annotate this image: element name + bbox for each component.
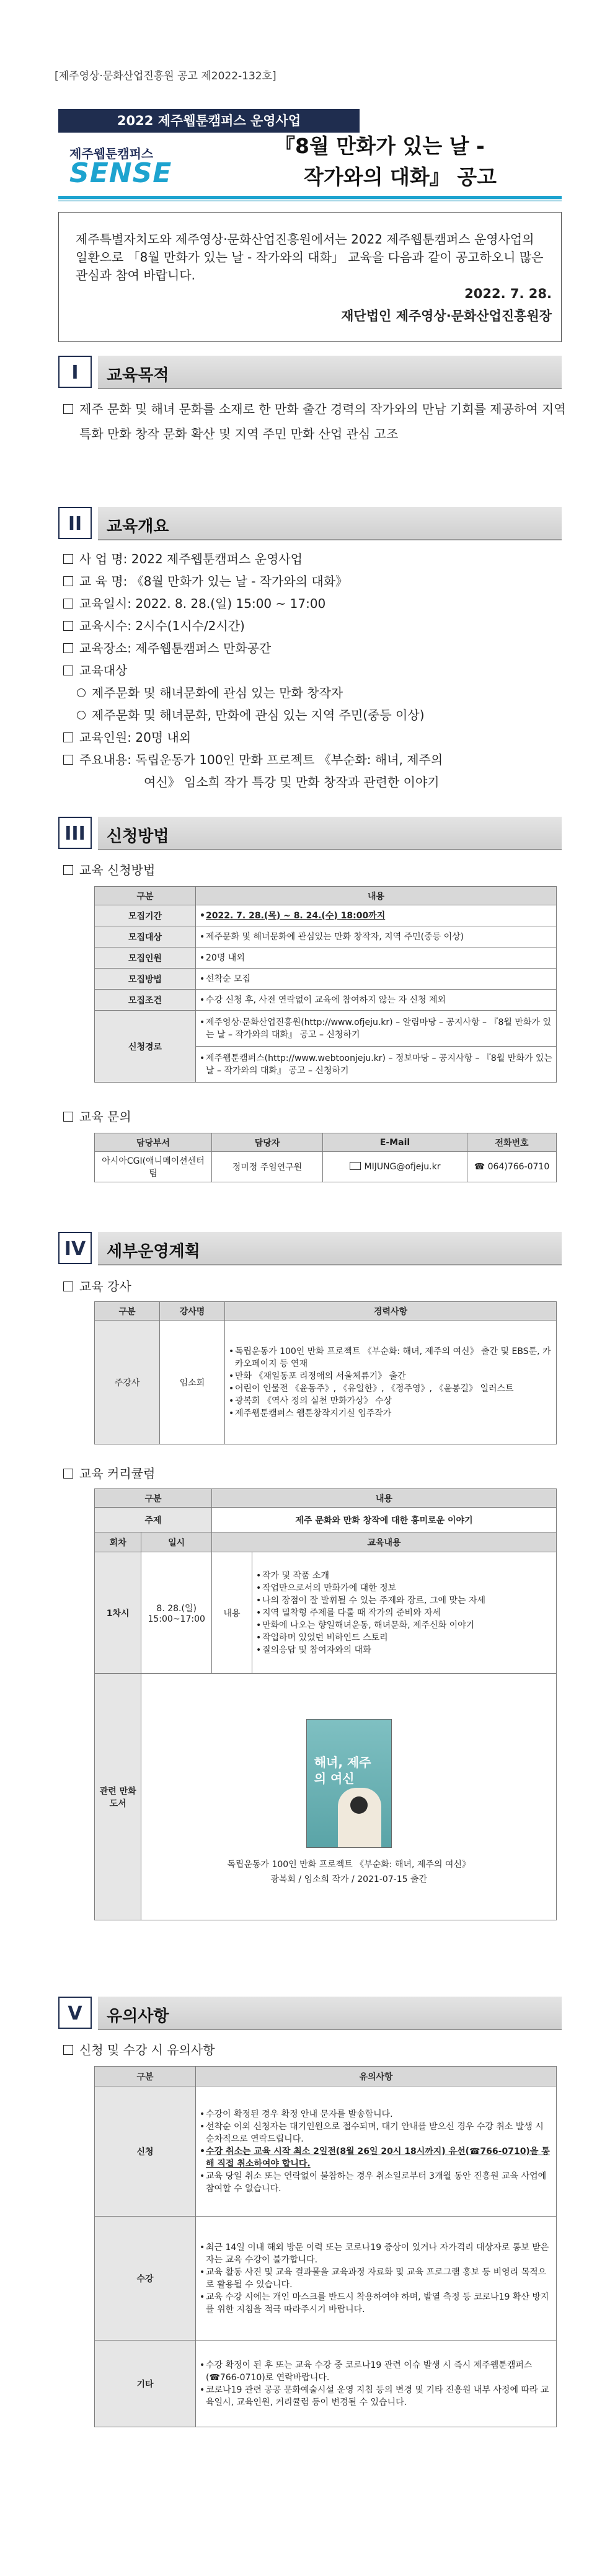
page-title-line2: 작가와의 대화』 공고 — [304, 165, 497, 189]
contact-table: 담당부서 담당자 E-Mail 전화번호 아시아CGI(애니메이션센터팀 정미정 주임연구원 MIJUNG@ofjeju.kr ☎ 064)766-0710 — [94, 1133, 557, 1182]
section-number: III — [58, 817, 92, 849]
application-table: 구분 내용 모집기간 • 2022. 7. 28.(목) ~ 8. 24.(수) 18:00까지 모집대상 • 제주문화 및 해녀문화에 관심있는 만화 창작자, 지역 주민(중등 이상) 모집인원 • 20명 내외 모집방법 • 선착순 모집 모집조건 • 수강 신청 후, 사전 연락없이 교육에 참여하지 않는 자 신청 제외 신청경로 • 제주영상·문화산업진흥원(http://www.ofjeju.kr) – 알림마당 – 공지사항 – 『8월 만화가 있는 날 – 작가와의 대화』 공고 – 신청하기 • 제주웹툰캠퍼스(http://www.webtoonjeju.kr) – 정보마당 – 공지사항 – 『8월 만화가 있는 날 – 작가와의 대화』 공고 – 신청하기 — [94, 886, 557, 1083]
section-title: 신청방법 — [107, 827, 169, 846]
curriculum-table: 구분 내용 주제 제주 문화와 만화 창작에 대한 흥미로운 이야기 회차 일시 교육내용 1차시 8. 28.(일) 15:00~17:00 내용 • 작가 및 작품 소개 • 작업만으로서의 만화가에 대한 정보 • 나의 장점이 잘 발휘될 수 있는 주제와 장르, 그에 맞는 자세 • 지역 밀착형 주제를 다룰 때 작가의 준비와 자세 • 만화에 나오는 향일해녀운동, 해녀문화, 제주신화 이야기 • 작업하며 있었던 비하인드 스토리 • 질의응답 및 참여자와의 대화 관련 만화 도서 해녀, 제주의 여신 독립운동가 100인 만화 프로젝트 《부순화: 해녀, 제주의 여신》 광복회 / 임소희 작가 / 2021-07-15 출간 — [94, 1488, 557, 1920]
subheading: 신청 및 수강 시 유의사항 — [63, 2040, 215, 2058]
section-number: II — [58, 507, 92, 539]
section-number: IV — [58, 1232, 92, 1264]
sense-logo: SENSE — [69, 157, 172, 189]
overview-item: 교육시수: 2시수(1시수/2시간) — [63, 616, 245, 634]
curriculum-theme: 제주 문화와 만화 창작에 대한 흥미로운 이야기 — [212, 1508, 557, 1532]
overview-item: 교육인원: 20명 내외 — [63, 728, 191, 745]
purpose-text: 제주 문화 및 해녀 문화를 소재로 한 만화 출간 경력의 작가와의 만남 기회를 제공하여 지역 특화 만화 창작 문화 확산 및 지역 주민 만화 산업 관심 고조 — [63, 397, 575, 446]
page-title-line1: 『8월 만화가 있는 날 - — [275, 134, 485, 158]
overview-item: 교육장소: 제주웹툰캠퍼스 만화공간 — [63, 638, 271, 656]
section-number: V — [58, 1997, 92, 2029]
overview-item: 교 육 명: 《8월 만화가 있는 날 - 작가와의 대화》 — [63, 571, 348, 589]
book-publish-info: 광복회 / 임소희 작가 / 2021-07-15 출간 — [270, 1874, 428, 1884]
phone-icon: ☎ — [474, 1162, 488, 1172]
section-header-1 — [58, 356, 562, 389]
period-value: 2022. 7. 28.(목) ~ 8. 24.(수) 18:00까지 — [206, 910, 386, 921]
section-title: 유의사항 — [107, 2007, 169, 2026]
instructor-table: 구분 강사명 경력사항 주강사 임소희 • 독립운동가 100인 만화 프로젝트 《부순화: 해녀, 제주의 여신》 출간 및 EBS툰, 카카오페이지 등 연재 • 만화 《재일동포 리정애의 서울체류기》 출간 • 어린이 인물전 《윤동주》, 《유일한》, 《정주영》, 《윤봉길》 일러스트 • 광복회 《역사 정의 실천 만화가상》 수상 • 제주웹툰캠퍼스 웹툰창작지기실 입주작가 — [94, 1301, 557, 1444]
section-title: 교육목적 — [107, 366, 169, 385]
book-cover-image — [306, 1719, 392, 1848]
target-item: 제주문화 및 해녀문화, 만화에 관심 있는 지역 주민(중등 이상) — [77, 705, 425, 723]
notes-table: 구분 유의사항 신청 • 수강이 확정된 경우 확정 안내 문자를 발송합니다. • 선착순 이외 신청자는 대기인원으로 접수되며, 대기 안내를 받으신 경우 수강 취소 발생 시 순차적으로 연락드립니다. • 수강 취소는 교육 시작 최소 2일전(8월 26일 20시 18시까지) 유선(☎766-0710)을 통해 직접 취소하여야 합니다. • 교육 당일 취소 또는 연락없이 불참하는 경우 취소일로부터 3개월 동안 진흥원 교육 사업에 참여할 수 없습니다. 수강 • 최근 14일 이내 해외 방문 이력 또는 코로나19 증상이 있거나 자가격리 대상자로 통보 받은 자는 교육 수강이 불가합니다. • 교육 활동 사진 및 교육 결과물을 교육과정 자료화 및 교육 프로그램 홍보 등 비영리 목적으로 활용될 수 있습니다. • 교육 수강 시에는 개인 마스크를 반드시 착용하여야 하며, 발열 측정 등 코로나19 확산 방지를 위한 지침을 적극 따라주시기 바랍니다. 기타 • 수강 확정이 된 후 또는 교육 수강 중 코로나19 관련 이슈 발생 시 즉시 제주웹툰캠퍼스(☎766-0710)로 연락바랍니다. • 코로나19 관련 공공 문화예술시설 운영 지침 등의 변경 및 기타 진흥원 내부 사정에 따라 교육일시, 교육인원, 커리큘럼 등이 변경될 수 있습니다. — [94, 2066, 557, 2427]
mail-icon — [350, 1162, 361, 1170]
contact-phone: 064)766-0710 — [487, 1162, 550, 1172]
book-cover-title: 해녀, 제주의 여신 — [314, 1754, 371, 1786]
section-header-4 — [58, 1232, 562, 1265]
subheading: 교육 문의 — [63, 1107, 131, 1125]
subheading: 교육 신청방법 — [63, 860, 155, 878]
project-bar: 2022 제주웹툰캠퍼스 운영사업 — [58, 109, 360, 133]
book-caption: 독립운동가 100인 만화 프로젝트 《부순화: 해녀, 제주의 여신》 — [227, 1859, 471, 1870]
route-link-1[interactable]: • 제주영상·문화산업진흥원(http://www.ofjeju.kr) – 알림마당 – 공지사항 – 『8월 만화가 있는 날 – 작가와의 대화』 공고 – 신청하기 — [200, 1016, 552, 1041]
section-title: 교육개요 — [107, 517, 169, 536]
document-number: [제주영상·문화산업진흥원 공고 제2022-132호] — [55, 70, 277, 82]
intro-text: 제주특별자치도와 제주영상·문화산업진흥원에서는 2022 제주웹툰캠퍼스 운영사업의 일환으로 「8월 만화가 있는 날 - 작가와의 대화」 교육을 다음과 같이 공고하오니 많은 관심과 참여 바랍니다. — [76, 232, 544, 283]
overview-item: 주요내용: 독립운동가 100인 만화 프로젝트 《부순화: 해녀, 제주의 — [63, 750, 443, 768]
title-divider-light — [58, 200, 562, 201]
title-divider — [58, 196, 562, 199]
overview-item-cont: 여신》 임소희 작가 특강 및 만화 창작과 관련한 이야기 — [144, 775, 440, 789]
subheading: 교육 커리큘럼 — [63, 1464, 155, 1482]
section-header-5 — [58, 1997, 562, 2030]
route-link-2[interactable]: • 제주웹툰캠퍼스(http://www.webtoonjeju.kr) – 정보마당 – 공지사항 – 『8월 만화가 있는 날 – 작가와의 대화』 공고 – 신청하기 — [200, 1052, 552, 1077]
section-header-3 — [58, 817, 562, 850]
overview-item: 교육일시: 2022. 8. 28.(일) 15:00 ~ 17:00 — [63, 594, 325, 612]
announce-org: 재단법인 제주영상·문화산업진흥원장 — [341, 309, 552, 323]
book-figure-head — [350, 1796, 368, 1814]
contact-email[interactable]: MIJUNG@ofjeju.kr — [364, 1162, 441, 1172]
overview-item: 사 업 명: 2022 제주웹툰캠퍼스 운영사업 — [63, 549, 303, 567]
checkbox-bullet — [63, 404, 73, 414]
overview-item: 교육대상 — [63, 661, 127, 679]
instructor-name: 임소희 — [160, 1321, 225, 1444]
announce-date: 2022. 7. 28. — [464, 286, 552, 301]
section-title: 세부운영계획 — [107, 1242, 200, 1261]
subheading: 교육 강사 — [63, 1277, 131, 1295]
target-item: 제주문화 및 해녀문화에 관심 있는 만화 창작자 — [77, 683, 343, 701]
section-number: I — [58, 356, 92, 388]
logo-subtitle: 제주웹툰캠퍼스 — [69, 146, 154, 161]
section-header-2 — [58, 507, 562, 540]
